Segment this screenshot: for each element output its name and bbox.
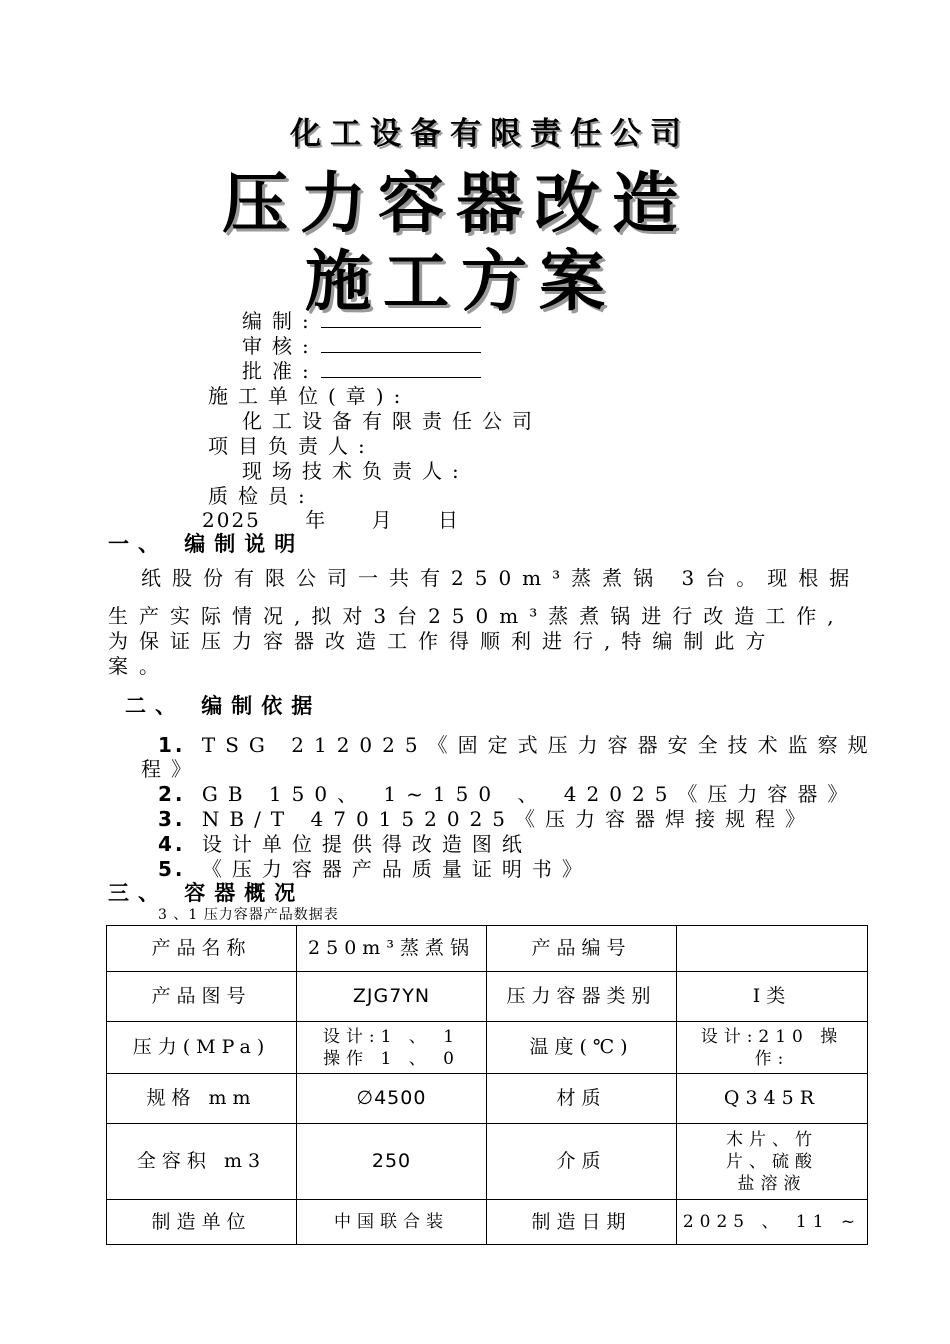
basis-item-number: 5.	[158, 857, 186, 881]
table-caption: 3 、1 压力容器产品数据表	[158, 907, 339, 923]
table-row	[107, 1124, 868, 1200]
spec-value: ∅4500	[297, 1074, 487, 1124]
product-name-label: 产品名称	[107, 926, 297, 972]
section-3-heading: 三、 容器概况	[108, 881, 305, 905]
document-title-line-2: 施工方案	[305, 243, 617, 320]
basis-item-text: GB 150、 1~150 、 42025《压力容器》	[201, 782, 858, 806]
document-date: 2025 年 月 日	[202, 508, 460, 532]
vessel-category-label: 压力容器类别	[487, 972, 677, 1022]
volume-value: 250	[297, 1124, 487, 1200]
reviewer-signature-line	[321, 336, 481, 353]
design-temperature: 设计:210 操	[700, 1026, 844, 1047]
section-2-heading: 二、 编制依据	[125, 694, 322, 718]
product-name-value: 250m³蒸煮锅	[297, 926, 487, 972]
project-lead-label: 项目负责人:	[208, 434, 375, 458]
approver-signature-line	[321, 361, 481, 378]
vessel-category-value: I类	[677, 972, 868, 1022]
operating-pressure: 操作 1 、 0	[323, 1048, 460, 1069]
basis-item-text: 《压力容器产品质量证明书》	[201, 857, 592, 881]
basis-item-text: 设计单位提供得改造图纸	[201, 832, 532, 856]
basis-item-1-continued: 程》	[141, 757, 201, 781]
product-number-value	[677, 926, 868, 972]
basis-item-text: NB/T 470152025《压力容器焊接规程》	[201, 807, 816, 831]
table-row	[107, 926, 868, 972]
medium-line-1: 木片、竹	[726, 1129, 818, 1150]
product-number-label: 产品编号	[487, 926, 677, 972]
table-row	[107, 972, 868, 1022]
basis-item-number: 1.	[158, 733, 186, 757]
construction-unit-label: 施工单位(章):	[208, 384, 411, 408]
medium-value	[677, 1124, 868, 1200]
basis-item-number: 3.	[158, 807, 186, 831]
manufacturer-value: 中国联合装	[297, 1200, 487, 1245]
spec-label: 规格 mm	[107, 1074, 297, 1124]
material-label: 材质	[487, 1074, 677, 1124]
basis-item-number: 2.	[158, 782, 186, 806]
medium-label: 介质	[487, 1124, 677, 1200]
medium-line-3: 盐溶液	[737, 1173, 807, 1194]
section-1-heading: 一、 编制说明	[108, 532, 305, 556]
compiler-signature-line	[321, 311, 481, 328]
pressure-value	[297, 1022, 487, 1074]
manufacture-date-label: 制造日期	[487, 1200, 677, 1245]
drawing-number-value: ZJG7YN	[297, 972, 487, 1022]
construction-unit-value: 化工设备有限责任公司	[242, 409, 542, 433]
company-name: 化工设备有限责任公司	[290, 116, 690, 152]
approver-label: 批准:	[242, 359, 319, 383]
section-1-line-2: 生产实际情况,拟对3台250m³蒸煮锅进行改造工作,	[108, 604, 845, 628]
temperature-value	[677, 1022, 868, 1074]
section-1-line-3: 为保证压力容器改造工作得顺利进行,特编制此方	[108, 629, 777, 653]
material-value: Q345R	[677, 1074, 868, 1124]
pressure-vessel-data-table	[106, 925, 868, 1245]
compiler-label: 编制:	[242, 309, 319, 333]
operating-temperature: 作:	[754, 1048, 790, 1069]
design-pressure: 设计:1 、 1	[322, 1026, 461, 1047]
manufacture-date-value: 2025 、 11 ~	[677, 1200, 868, 1245]
basis-item-number: 4.	[158, 832, 186, 856]
drawing-number-label: 产品图号	[107, 972, 297, 1022]
document-title-line-1: 压力容器改造	[222, 165, 690, 242]
inspector-label: 质检员:	[208, 484, 315, 508]
section-1-line-4: 案。	[108, 654, 170, 678]
site-tech-lead-label: 现场技术负责人:	[242, 459, 469, 483]
basis-item-1	[158, 729, 878, 758]
medium-line-2: 片、硫酸	[726, 1151, 818, 1172]
table-row	[107, 1200, 868, 1245]
pressure-label: 压力(MPa)	[107, 1022, 297, 1074]
reviewer-label: 审核:	[242, 334, 319, 358]
volume-label: 全容积 m3	[107, 1124, 297, 1200]
basis-item-text: TSG 212025《固定式压力容器安全技术监察规	[201, 733, 878, 757]
manufacturer-label: 制造单位	[107, 1200, 297, 1245]
temperature-label: 温度(℃)	[487, 1022, 677, 1074]
table-row	[107, 1074, 868, 1124]
table-row	[107, 1022, 868, 1074]
section-1-line-1: 纸股份有限公司一共有250m³蒸煮锅 3台。现根据	[141, 566, 861, 590]
